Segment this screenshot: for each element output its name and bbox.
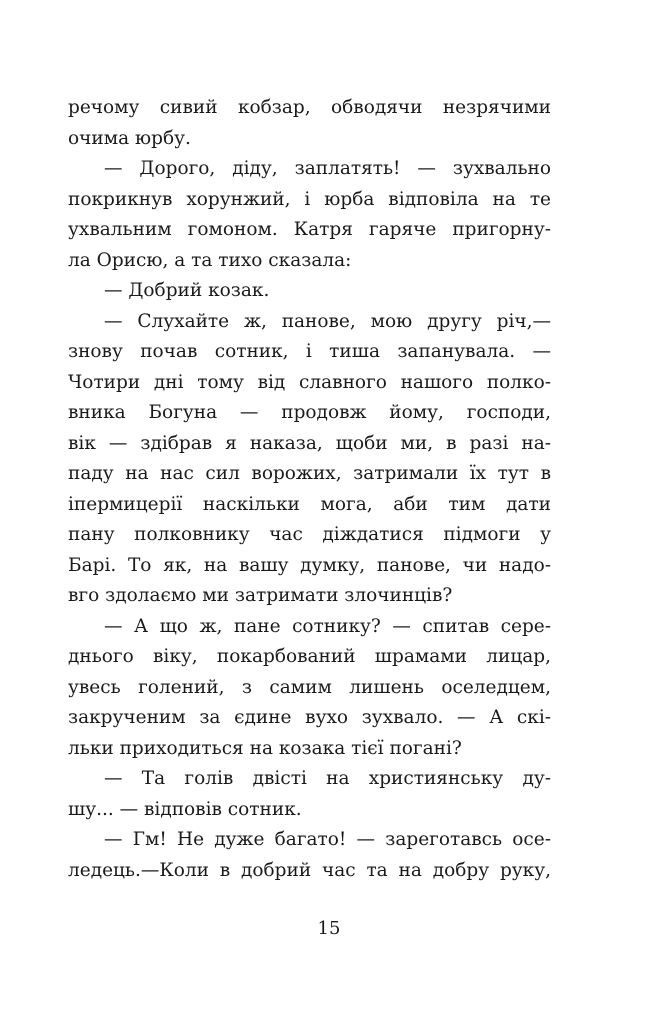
text-line: пану полковнику час діждатися підмоги у (68, 524, 551, 545)
text-line: закрученим за єдине вухо зухвало. — А скі- (68, 707, 551, 728)
text-line: ухвальним гомоном. Катря гаряче пригорну- (68, 219, 551, 240)
text-line: — А що ж, пане сотнику? — спитав сере- (104, 615, 551, 637)
text-line: льки приходиться на козака тієї погані? (68, 737, 462, 759)
text-line: шу... — відповів сотник. (68, 798, 302, 820)
text-line: вго здолаємо ми затримати злочинців? (68, 585, 453, 606)
text-line: іпермицерії наскільки мога, аби тим дати (68, 493, 551, 515)
text-line: паду на нас сил ворожих, затримали їх тут в (68, 463, 551, 484)
text-line: — Гм! Не дуже багато! — зареготавсь осе- (104, 829, 551, 850)
text-line: речому сивий кобзар, обводячи незрячими (68, 97, 551, 118)
text-line: увесь голений, з самим лишень оселедцем, (68, 676, 551, 698)
text-line: покрикнув хорунжий, і юрба відповіла на те (68, 188, 551, 210)
text-line: Барі. То як, на вашу думку, панове, чи надо- (68, 554, 551, 576)
text-line: — Дорого, діду, заплатять! — зухвально (104, 158, 551, 179)
text-line: вік — здібрав я наказа, щоби ми, в разі на- (68, 432, 551, 454)
text-line: Чотири дні тому від славного нашого полко- (68, 371, 551, 393)
text-line: очима юрбу. (68, 127, 191, 149)
text-line: ледець.—Коли в добрий час та на добру руку, (68, 859, 551, 881)
text-line: днього віку, покарбований шрамами лицар, (68, 646, 551, 667)
text-line: — Добрий козак. (104, 280, 270, 301)
text-line: — Та голів двісті на християнську ду- (104, 768, 551, 789)
text-line: ла Орисю, а та тихо сказала: (68, 249, 352, 271)
text-line: — Слухайте ж, панове, мою другу річ,— (104, 310, 551, 332)
text-line: знову почав сотник, і тиша запанувала. — (68, 341, 551, 362)
text-line: вника Богуна — продовж йому, господи, (68, 402, 551, 423)
page-body (68, 93, 551, 886)
page-number: 15 (317, 918, 341, 939)
